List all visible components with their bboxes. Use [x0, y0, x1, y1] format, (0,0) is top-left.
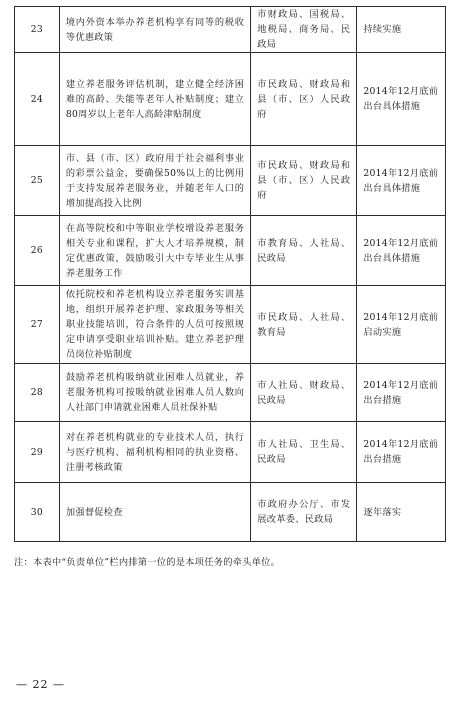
time-requirement: 2014年12月底前出台措施	[357, 364, 446, 422]
row-number: 30	[15, 483, 60, 542]
task-description: 鼓励养老机构吸纳就业困难人员就业，养老服务机构可按吸纳就业困难人员人数向人社部门申请就业困难人员社保补贴	[59, 364, 250, 422]
responsible-unit: 市民政局、人社局、教育局	[251, 286, 357, 364]
time-requirement: 2014年12月底前出台具体措施	[357, 53, 446, 146]
responsible-unit: 市财政局、国税局、地税局、商务局、民政局	[251, 7, 357, 53]
responsible-unit: 市人社局、财政局、民政局	[251, 364, 357, 422]
time-requirement: 逐年落实	[357, 483, 446, 542]
table-row	[15, 146, 446, 216]
row-number: 23	[15, 7, 60, 53]
task-description: 加强督促检查	[59, 483, 250, 542]
table-row	[15, 7, 446, 53]
time-requirement: 2014年12月底前出台具体措施	[357, 146, 446, 216]
table-row	[15, 286, 446, 364]
responsible-unit: 市教育局、人社局、民政局	[251, 216, 357, 286]
task-description: 建立养老服务评估机制，建立健全经济困难的高龄、失能等老年人补贴制度；建立80周岁以上老年人高龄津贴制度	[59, 53, 250, 146]
row-number: 26	[15, 216, 60, 286]
task-description: 市、县（市、区）政府用于社会福利事业的彩票公益金，要确保50%以上的比例用于支持发展养老服务业，并随老年人口的增加提高投入比例	[59, 146, 250, 216]
table-footnote: 注：本表中“负责单位”栏内排第一位的是本项任务的牵头单位。	[14, 557, 281, 568]
table-row	[15, 364, 446, 422]
row-number: 28	[15, 364, 60, 422]
responsible-unit: 市人社局、卫生局、民政局	[251, 422, 357, 483]
responsible-unit: 市民政局、财政局和县（市、区）人民政府	[251, 53, 357, 146]
row-number: 25	[15, 146, 60, 216]
task-description: 对在养老机构就业的专业技术人员，执行与医疗机构、福利机构相同的执业资格、注册考核政策	[59, 422, 250, 483]
task-description: 在高等院校和中等职业学校增设养老服务相关专业和课程，扩大人才培养规模，制定优惠政策，鼓励吸引大中专毕业生从事养老服务工作	[59, 216, 250, 286]
row-number: 29	[15, 422, 60, 483]
time-requirement: 2014年12月底前出台措施	[357, 422, 446, 483]
table-row	[15, 53, 446, 146]
task-table	[14, 6, 446, 542]
row-number: 27	[15, 286, 60, 364]
task-description: 依托院校和养老机构设立养老服务实训基地，组织开展养老护理、家政服务等相关职业技能培训，符合条件的人员可按照规定申请享受职业培训补贴。建立养老护理员岗位补贴制度	[59, 286, 250, 364]
responsible-unit: 市政府办公厅、市发展改革委、民政局	[251, 483, 357, 542]
table-row	[15, 483, 446, 542]
row-number: 24	[15, 53, 60, 146]
time-requirement: 持续实施	[357, 7, 446, 53]
page-number: — 22 —	[16, 678, 65, 691]
responsible-unit: 市民政局、财政局和县（市、区）人民政府	[251, 146, 357, 216]
time-requirement: 2014年12月底前出台具体措施	[357, 216, 446, 286]
table-row	[15, 422, 446, 483]
table-row	[15, 216, 446, 286]
time-requirement: 2014年12月底前启动实施	[357, 286, 446, 364]
task-description: 境内外资本举办养老机构享有同等的税收等优惠政策	[59, 7, 250, 53]
